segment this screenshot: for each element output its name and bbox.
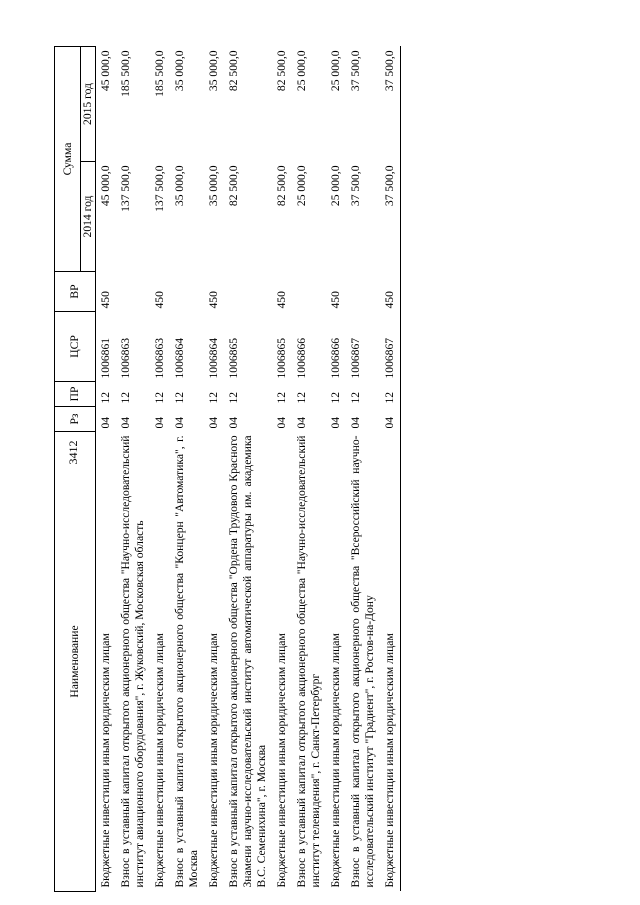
cell-csr: 1006865: [227, 337, 240, 379]
cell-csr: 1006866: [329, 337, 342, 379]
cell-rz: 04: [275, 416, 288, 429]
cell-pr: 12: [329, 391, 342, 404]
cell-2014: 25 000,0: [295, 165, 308, 207]
budget-table: [54, 46, 401, 892]
table-row: [170, 46, 204, 891]
cell-vr: [170, 272, 204, 312]
cell-pr: 12: [349, 391, 362, 404]
cell-rz: 04: [295, 416, 308, 429]
cell-csr: 1006864: [173, 337, 186, 379]
cell-pr: 12: [295, 391, 308, 404]
cell-csr: 1006866: [295, 337, 308, 379]
cell-name: Взнос в уставный капитал открытого акционерного общества "Концерн "Автоматика", г. Москва: [173, 435, 200, 888]
cell-2015: 25 000,0: [329, 50, 342, 92]
cell-rz: 04: [349, 416, 362, 429]
header-pr: ПР: [55, 382, 96, 407]
table-body: [96, 46, 401, 891]
page-number: 3412: [66, 440, 80, 465]
cell-vr: [292, 272, 326, 312]
cell-csr: 1006867: [380, 312, 401, 382]
cell-2014: 35 000,0: [207, 165, 220, 207]
cell-csr: 1006863: [119, 337, 132, 379]
cell-vr: 450: [329, 291, 342, 309]
table-row: [272, 46, 292, 891]
cell-vr: [116, 272, 150, 312]
cell-pr: 12: [173, 391, 186, 404]
cell-2015: 35 000,0: [207, 50, 220, 92]
cell-2014: 35 000,0: [173, 165, 186, 207]
cell-name: Бюджетные инвестиции иным юридическим лицам: [207, 633, 220, 888]
cell-rz: 04: [173, 416, 186, 429]
cell-vr: [346, 272, 380, 312]
cell-2015: 25 000,0: [295, 50, 308, 92]
cell-rz: 04: [119, 416, 132, 429]
cell-vr: 450: [153, 291, 166, 309]
cell-2015: 82 500,0: [275, 50, 288, 92]
table-row: [326, 46, 346, 891]
header-rz: Рз: [55, 407, 96, 432]
cell-2014: 37 500,0: [349, 165, 362, 207]
cell-pr: 12: [207, 391, 220, 404]
cell-csr: 1006867: [349, 337, 362, 379]
cell-2015: 185 500,0: [153, 50, 166, 97]
cell-csr: 1006864: [207, 337, 220, 379]
cell-rz: 04: [329, 416, 342, 429]
cell-2015: 35 000,0: [173, 50, 186, 92]
cell-name: Бюджетные инвестиции иным юридическим лицам: [380, 432, 401, 892]
cell-rz: 04: [99, 416, 112, 429]
cell-pr: 12: [99, 391, 112, 404]
cell-pr: 12: [227, 391, 240, 404]
cell-2014: 45 000,0: [99, 165, 112, 207]
cell-2015: 185 500,0: [119, 50, 132, 97]
table-row: [224, 46, 272, 891]
cell-name: Бюджетные инвестиции иным юридическим лицам: [153, 633, 166, 888]
cell-2015: 45 000,0: [99, 50, 112, 92]
cell-csr: 1006861: [99, 337, 112, 379]
cell-name: Бюджетные инвестиции иным юридическим лицам: [329, 633, 342, 888]
cell-pr: 12: [275, 391, 288, 404]
table-row: [292, 46, 326, 891]
cell-vr: 450: [99, 291, 112, 309]
cell-name: Взнос в уставный капитал открытого акционерного общества "Всероссийский научно-исследовательский институт "Градиент", г. Ростов-на-Дону: [349, 435, 376, 888]
table-row: [96, 46, 117, 891]
cell-rz: 04: [207, 416, 220, 429]
header-year-2014: 2014 год: [81, 162, 96, 272]
cell-2014: 137 500,0: [119, 165, 132, 212]
cell-rz: 04: [380, 407, 401, 432]
cell-name: Взнос в уставный капитал открытого акционерного общества "Научно-исследовательский институт авиационного оборудования", г. Жуковский, Московская область: [119, 435, 146, 888]
header-vr: ВР: [55, 272, 96, 312]
cell-name: Бюджетные инвестиции иным юридическим лицам: [275, 633, 288, 888]
cell-2015: 82 500,0: [227, 50, 240, 92]
table-row: [116, 46, 150, 891]
cell-name: Взнос в уставный капитал открытого акционерного общества "Научно-исследовательский институт телевидения", г. Санкт-Петербург: [295, 435, 322, 888]
cell-rz: 04: [227, 416, 240, 429]
cell-csr: 1006863: [153, 337, 166, 379]
cell-2015: 37 500,0: [349, 50, 362, 92]
table-header: [55, 46, 96, 891]
table-row: [346, 46, 380, 891]
cell-2014: 82 500,0: [275, 165, 288, 207]
cell-name: Бюджетные инвестиции иным юридическим лицам: [99, 633, 112, 888]
cell-2014: 37 500,0: [380, 162, 401, 272]
cell-vr: [224, 272, 272, 312]
cell-2014: 137 500,0: [153, 165, 166, 212]
header-csr: ЦСР: [55, 312, 96, 382]
cell-pr: 12: [380, 382, 401, 407]
cell-2015: 37 500,0: [380, 46, 401, 161]
cell-pr: 12: [153, 391, 166, 404]
cell-2014: 25 000,0: [329, 165, 342, 207]
header-sum: Сумма: [55, 46, 81, 271]
cell-rz: 04: [153, 416, 166, 429]
header-name: Наименование: [55, 432, 96, 892]
cell-2014: 82 500,0: [227, 165, 240, 207]
cell-pr: 12: [119, 391, 132, 404]
cell-vr: 450: [207, 291, 220, 309]
cell-csr: 1006865: [275, 337, 288, 379]
table-row: [150, 46, 170, 891]
cell-vr: 450: [380, 272, 401, 312]
cell-vr: 450: [275, 291, 288, 309]
table-row: [204, 46, 224, 891]
table-row: [380, 46, 401, 891]
cell-name: Взнос в уставный капитал открытого акционерного общества "Ордена Трудового Красного Знамени научно-исследовательский институт автоматической аппаратуры им. академика В.С. Семенихина", г. Москва: [227, 435, 268, 888]
header-year-2015: 2015 год: [81, 46, 96, 161]
